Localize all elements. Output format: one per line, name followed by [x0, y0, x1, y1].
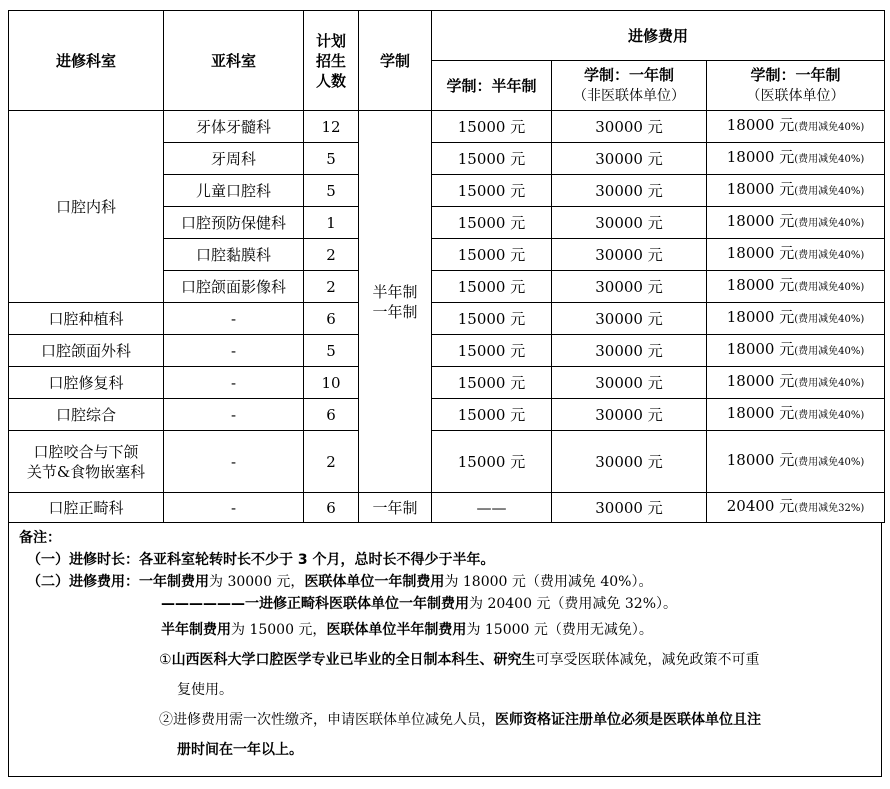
subdept-cell: -	[164, 493, 304, 523]
union-note: (费用减免40%)	[794, 282, 865, 293]
half-fee-cell: 15000 元	[432, 111, 552, 143]
dept-line: 口腔咬合与下颌	[33, 442, 139, 461]
note-fee-c-bold2: 医联体单位半年制费用	[326, 622, 467, 638]
half-fee-cell: 15000 元	[432, 239, 552, 271]
union-note: (费用减免40%)	[794, 154, 865, 165]
subdept-cell: -	[164, 303, 304, 335]
subdept-cell: -	[164, 431, 304, 493]
header-plan-line: 招生	[315, 51, 346, 70]
union-fee: 18000 元	[726, 180, 795, 198]
header-fee: 进修费用	[432, 11, 885, 61]
union-fee: 18000 元	[726, 148, 795, 166]
header-fee-half: 学制：半年制	[432, 61, 552, 111]
dept-cell: 口腔修复科	[9, 367, 164, 399]
num-cell: 5	[304, 143, 359, 175]
note-fee-b-text1: 为 20400 元（费用减免 32%）。	[469, 596, 678, 612]
system-half: 半年制	[372, 282, 418, 301]
union-fee-cell	[707, 493, 885, 523]
num-cell: 10	[304, 367, 359, 399]
num-cell: 12	[304, 111, 359, 143]
note-fee-a	[19, 571, 871, 593]
num-cell: 6	[304, 303, 359, 335]
union-note: (费用减免40%)	[794, 122, 865, 133]
year-fee-cell: 30000 元	[552, 303, 707, 335]
note-fee-c-text1: 为 15000 元，	[231, 622, 327, 638]
union-fee: 20400 元	[726, 497, 795, 515]
half-fee-cell: ——	[432, 493, 552, 523]
note-item-1-mark: ①	[159, 652, 172, 668]
year-fee-cell: 30000 元	[552, 143, 707, 175]
union-fee: 18000 元	[726, 372, 795, 390]
dept-cell: 口腔颌面外科	[9, 335, 164, 367]
union-note: (费用减免40%)	[794, 410, 865, 421]
header-dept: 进修科室	[9, 11, 164, 111]
union-fee-cell	[707, 111, 885, 143]
note-fee-a-bold2: 医联体单位一年制费用	[304, 574, 445, 590]
header-system: 学制	[359, 11, 432, 111]
system-cell	[359, 111, 432, 493]
union-fee: 18000 元	[726, 244, 795, 262]
note-fee-a-bold1: 一年制费用	[139, 574, 209, 590]
table-row	[9, 367, 885, 399]
header-plan-line: 计划	[315, 31, 346, 50]
note-item-2-mark: ②	[159, 712, 173, 728]
year-fee-cell: 30000 元	[552, 239, 707, 271]
subdept-cell: -	[164, 367, 304, 399]
year-fee-cell: 30000 元	[552, 493, 707, 523]
union-fee: 18000 元	[726, 212, 795, 230]
note-item-2	[19, 705, 871, 765]
num-cell: 6	[304, 493, 359, 523]
union-fee-cell	[707, 399, 885, 431]
note-fee-a-text2: 为 18000 元（费用减免 40%）。	[444, 574, 653, 590]
year-fee-cell: 30000 元	[552, 175, 707, 207]
union-fee: 18000 元	[726, 116, 795, 134]
half-fee-cell: 15000 元	[432, 271, 552, 303]
table-row	[9, 303, 885, 335]
fee-table	[8, 10, 885, 523]
union-note: (费用减免40%)	[794, 218, 865, 229]
subdept-cell: 牙周科	[164, 143, 304, 175]
note-item-1	[19, 645, 871, 705]
half-fee-cell: 15000 元	[432, 399, 552, 431]
note-duration	[19, 549, 871, 571]
union-fee-cell	[707, 367, 885, 399]
subdept-cell: 口腔黏膜科	[164, 239, 304, 271]
document	[8, 10, 884, 777]
note-item-2-cont: 册时间在一年以上。	[177, 742, 303, 758]
header-fee-year-union	[707, 61, 885, 111]
table-row	[9, 431, 885, 493]
subdept-cell: 口腔预防保健科	[164, 207, 304, 239]
union-note: (费用减免40%)	[794, 378, 865, 389]
header-plan	[304, 11, 359, 111]
header-subdept: 亚科室	[164, 11, 304, 111]
half-fee-cell: 15000 元	[432, 335, 552, 367]
system-year: 一年制	[372, 302, 418, 321]
header-fee-year-non	[552, 61, 707, 111]
table-row	[9, 493, 885, 523]
dept-line: 关节&食物嵌塞科	[26, 462, 146, 481]
union-fee: 18000 元	[726, 340, 795, 358]
table-row	[9, 399, 885, 431]
dept-cell: 口腔综合	[9, 399, 164, 431]
union-fee-cell	[707, 303, 885, 335]
year-fee-cell: 30000 元	[552, 207, 707, 239]
dept-cell: 口腔内科	[9, 111, 164, 303]
note-fee-c	[19, 615, 871, 645]
dept-cell: 口腔种植科	[9, 303, 164, 335]
union-note: (费用减免40%)	[794, 250, 865, 261]
union-note: (费用减免40%)	[794, 346, 865, 357]
half-fee-cell: 15000 元	[432, 431, 552, 493]
year-fee-cell: 30000 元	[552, 271, 707, 303]
subdept-cell: 牙体牙髓科	[164, 111, 304, 143]
union-fee-cell	[707, 143, 885, 175]
half-fee-cell: 15000 元	[432, 367, 552, 399]
note-fee-b-bold1: ——————一进修正畸科医联体单位一年制费用	[161, 596, 469, 612]
union-fee: 18000 元	[726, 276, 795, 294]
header-fee-year-non-line1: 学制：一年制	[583, 66, 674, 84]
year-fee-cell: 30000 元	[552, 431, 707, 493]
year-fee-cell: 30000 元	[552, 399, 707, 431]
header-fee-year-union-line2: （医联体单位）	[746, 88, 845, 104]
year-fee-cell: 30000 元	[552, 367, 707, 399]
table-row	[9, 111, 885, 143]
note-fee-a-text1: 为 30000 元，	[209, 574, 305, 590]
num-cell: 2	[304, 271, 359, 303]
table-row	[9, 335, 885, 367]
subdept-cell: 口腔颌面影像科	[164, 271, 304, 303]
union-fee-cell	[707, 175, 885, 207]
note-item-1-text: 可享受医联体减免，减免政策不可重	[535, 652, 760, 668]
subdept-cell: -	[164, 335, 304, 367]
union-note: (费用减免32%)	[794, 503, 865, 514]
note-item-2-bold: 医师资格证注册单位必须是医联体单位且注	[495, 712, 761, 728]
union-note: (费用减免40%)	[794, 314, 865, 325]
notes-section	[8, 523, 882, 777]
union-fee-cell	[707, 207, 885, 239]
header-fee-year-union-line1: 学制：一年制	[750, 66, 841, 84]
note-item-1-cont: 复使用。	[177, 682, 233, 698]
year-fee-cell: 30000 元	[552, 335, 707, 367]
half-fee-cell: 15000 元	[432, 303, 552, 335]
union-fee-cell	[707, 431, 885, 493]
num-cell: 5	[304, 335, 359, 367]
note-item-1-bold: 山西医科大学口腔医学专业已毕业的全日制本科生、研究生	[171, 652, 536, 668]
union-note: (费用减免40%)	[794, 186, 865, 197]
num-cell: 6	[304, 399, 359, 431]
half-fee-cell: 15000 元	[432, 175, 552, 207]
half-fee-cell: 15000 元	[432, 207, 552, 239]
num-cell: 2	[304, 239, 359, 271]
union-fee: 18000 元	[726, 308, 795, 326]
note-duration-label: （一）进修时长：	[27, 552, 139, 568]
note-duration-text: 各亚科室轮转时长不少于 3 个月，总时长不得少于半年。	[139, 552, 495, 568]
dept-cell	[9, 431, 164, 493]
subdept-cell: -	[164, 399, 304, 431]
union-fee: 18000 元	[726, 404, 795, 422]
union-note: (费用减免40%)	[794, 457, 865, 468]
subdept-cell: 儿童口腔科	[164, 175, 304, 207]
notes-title: 备注：	[19, 530, 61, 546]
note-fee-label: （二）进修费用：	[27, 574, 139, 590]
dept-cell: 口腔正畸科	[9, 493, 164, 523]
num-cell: 2	[304, 431, 359, 493]
num-cell: 1	[304, 207, 359, 239]
note-item-2-text: 进修费用需一次性缴齐，申请医联体单位减免人员，	[173, 712, 495, 728]
note-fee-b	[19, 593, 871, 615]
union-fee-cell	[707, 239, 885, 271]
note-fee-c-text2: 为 15000 元（费用无减免）。	[466, 622, 653, 638]
system-cell: 一年制	[359, 493, 432, 523]
note-fee-c-bold1: 半年制费用	[161, 622, 231, 638]
union-fee-cell	[707, 271, 885, 303]
union-fee: 18000 元	[726, 451, 795, 469]
year-fee-cell: 30000 元	[552, 111, 707, 143]
header-plan-line: 人数	[315, 71, 346, 90]
union-fee-cell	[707, 335, 885, 367]
header-fee-year-non-line2: （非医联体单位）	[573, 88, 685, 104]
num-cell: 5	[304, 175, 359, 207]
half-fee-cell: 15000 元	[432, 143, 552, 175]
